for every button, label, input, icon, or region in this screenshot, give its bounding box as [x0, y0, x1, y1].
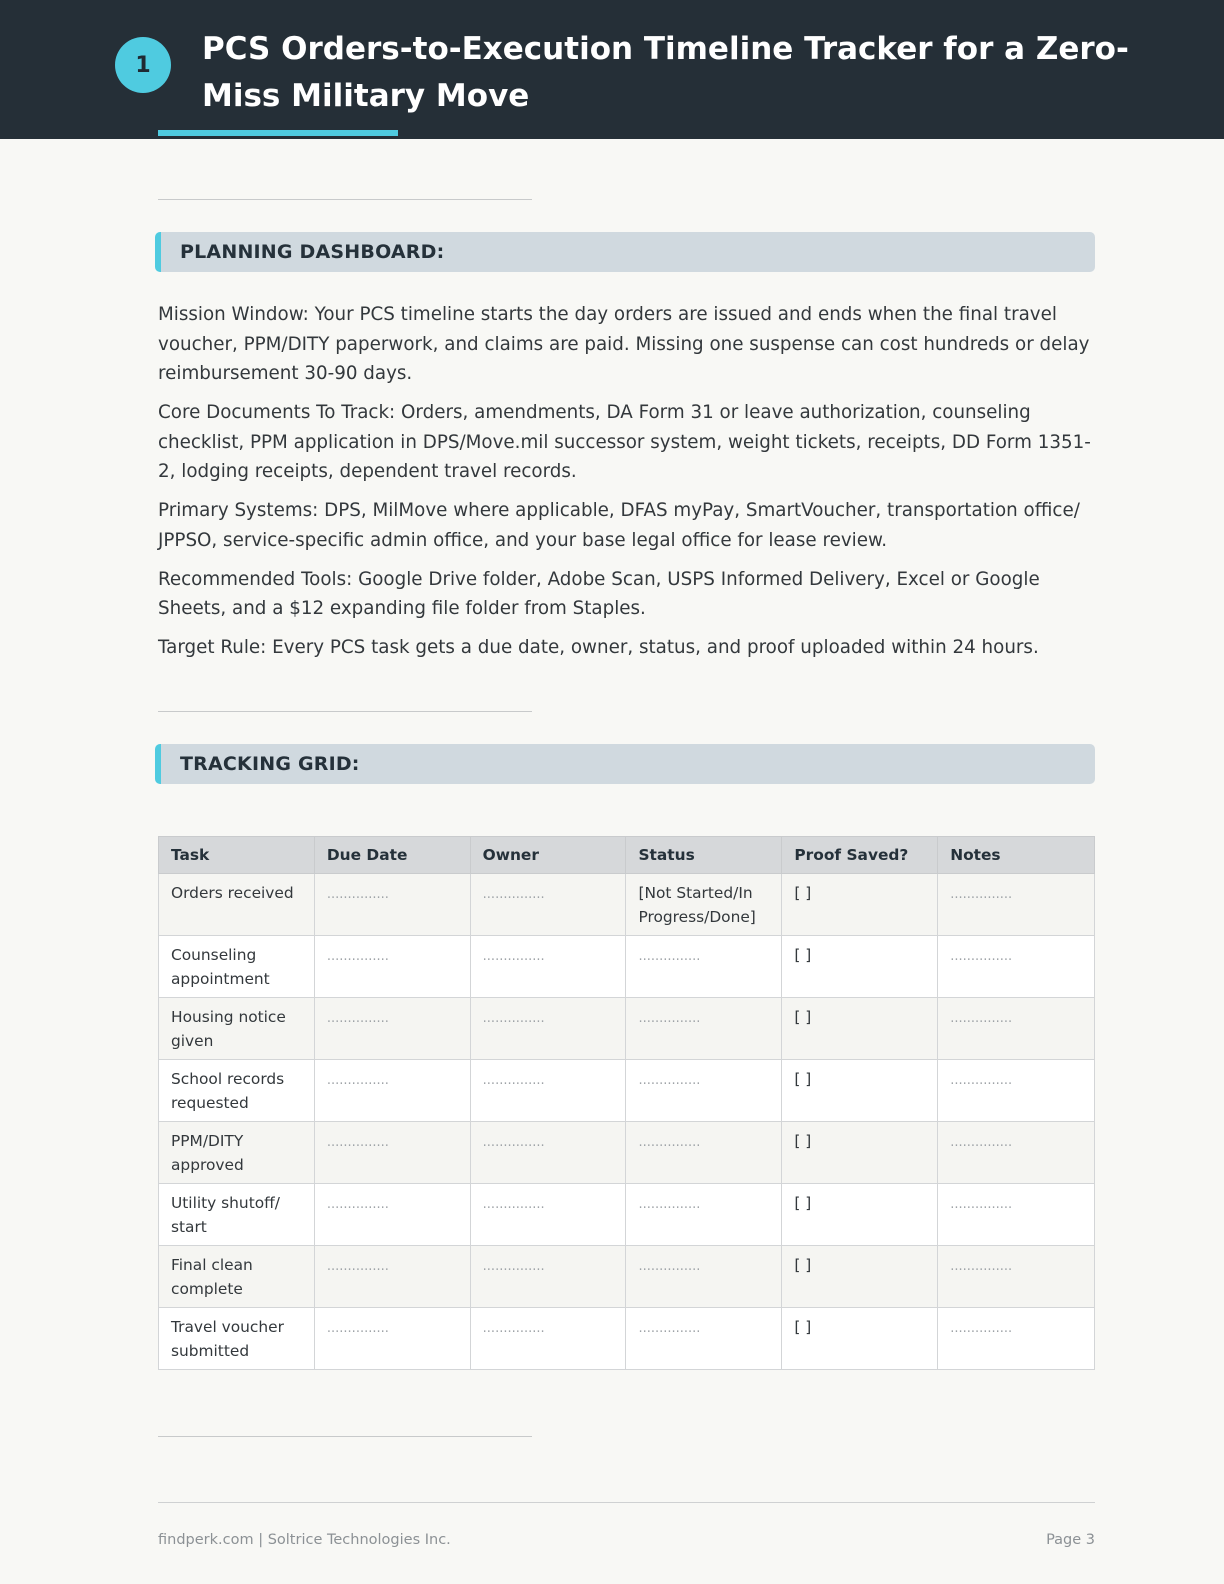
table-row	[159, 1060, 1095, 1122]
dashboard-body	[158, 300, 1098, 672]
page-title: PCS Orders-to-Execution Timeline Tracker for a Zero-Miss Military Move	[202, 31, 1129, 114]
status-cell[interactable]	[626, 936, 782, 998]
dashboard-paragraph: Mission Window: Your PCS timeline starts the day orders are issued and ends when the final travel voucher, PPM/DITY paperwork, and claims are paid. Missing one suspense can cost hundreds or delay reimbursement 30-90 days.	[158, 304, 1090, 384]
cell-text: [Not Started/In Progress/Done]	[638, 884, 756, 926]
notes-cell[interactable]	[938, 1246, 1095, 1308]
owner-cell[interactable]	[470, 998, 626, 1060]
blank-field: ...............	[638, 1011, 701, 1026]
cell-text: Utility shutoff/ start	[171, 1194, 280, 1236]
notes-cell[interactable]	[938, 874, 1095, 936]
task-cell	[159, 1246, 315, 1308]
due-date-cell[interactable]	[314, 998, 470, 1060]
cell-text: Housing notice given	[171, 1008, 286, 1050]
due-date-cell[interactable]	[314, 1308, 470, 1370]
blank-field: ...............	[482, 887, 545, 902]
due-date-cell[interactable]	[314, 1246, 470, 1308]
blank-field: ...............	[950, 1011, 1013, 1026]
page-number: Page 3	[1046, 1532, 1095, 1548]
cell-text: [ ]	[794, 1256, 812, 1274]
column-header: Status	[626, 837, 782, 874]
section-number-badge: 1	[115, 37, 171, 93]
owner-cell[interactable]	[470, 1246, 626, 1308]
blank-field: ...............	[638, 949, 701, 964]
due-date-cell[interactable]	[314, 936, 470, 998]
cell-text: [ ]	[794, 1070, 812, 1088]
notes-cell[interactable]	[938, 1122, 1095, 1184]
blank-field: ...............	[950, 1073, 1013, 1088]
divider	[158, 711, 532, 712]
due-date-cell[interactable]	[314, 1184, 470, 1246]
owner-cell[interactable]	[470, 936, 626, 998]
table-row	[159, 1308, 1095, 1370]
blank-field: ...............	[950, 1259, 1013, 1274]
blank-field: ...............	[638, 1321, 701, 1336]
task-cell	[159, 1060, 315, 1122]
dashboard-paragraph: Target Rule: Every PCS task gets a due date, owner, status, and proof uploaded within 24 hours.	[158, 637, 1039, 658]
status-cell[interactable]	[626, 1246, 782, 1308]
blank-field: ...............	[482, 1321, 545, 1336]
blank-field: ...............	[482, 1197, 545, 1212]
blank-field: ...............	[326, 1321, 389, 1336]
table-header-row	[159, 837, 1095, 874]
cell-text: Orders received	[171, 884, 294, 902]
notes-cell[interactable]	[938, 1308, 1095, 1370]
owner-cell[interactable]	[470, 1122, 626, 1184]
blank-field: ...............	[950, 1135, 1013, 1150]
due-date-cell[interactable]	[314, 1122, 470, 1184]
task-cell	[159, 1308, 315, 1370]
table-row	[159, 1246, 1095, 1308]
cell-text: [ ]	[794, 946, 812, 964]
notes-cell[interactable]	[938, 936, 1095, 998]
owner-cell[interactable]	[470, 1184, 626, 1246]
blank-field: ...............	[638, 1073, 701, 1088]
status-cell[interactable]	[626, 998, 782, 1060]
proof-saved-cell[interactable]	[782, 1060, 938, 1122]
blank-field: ...............	[638, 1197, 701, 1212]
blank-field: ...............	[326, 1259, 389, 1274]
blank-field: ...............	[638, 1135, 701, 1150]
table-row	[159, 1122, 1095, 1184]
page-header	[0, 0, 1224, 139]
status-cell[interactable]	[626, 1122, 782, 1184]
due-date-cell[interactable]	[314, 1060, 470, 1122]
cell-text: PPM/DITY approved	[171, 1132, 244, 1174]
status-cell[interactable]	[626, 1308, 782, 1370]
cell-text: [ ]	[794, 884, 812, 902]
cell-text: Travel voucher submitted	[171, 1318, 284, 1360]
cell-text: [ ]	[794, 1194, 812, 1212]
blank-field: ...............	[950, 887, 1013, 902]
task-cell	[159, 874, 315, 936]
due-date-cell[interactable]	[314, 874, 470, 936]
proof-saved-cell[interactable]	[782, 1308, 938, 1370]
divider	[158, 199, 532, 200]
blank-field: ...............	[326, 1197, 389, 1212]
cell-text: School records requested	[171, 1070, 285, 1112]
title-accent-bar	[158, 130, 398, 136]
proof-saved-cell[interactable]	[782, 936, 938, 998]
column-header: Proof Saved?	[782, 837, 938, 874]
cell-text: [ ]	[794, 1318, 812, 1336]
cell-text: [ ]	[794, 1132, 812, 1150]
task-cell	[159, 1184, 315, 1246]
blank-field: ...............	[326, 949, 389, 964]
blank-field: ...............	[326, 887, 389, 902]
blank-field: ...............	[950, 1197, 1013, 1212]
proof-saved-cell[interactable]	[782, 874, 938, 936]
blank-field: ...............	[326, 1011, 389, 1026]
cell-text: Final clean complete	[171, 1256, 253, 1298]
tracking-heading: TRACKING GRID:	[155, 744, 1095, 784]
dashboard-paragraph: Core Documents To Track: Orders, amendments, DA Form 31 or leave authorization, counseling checklist, PPM application in DPS/Move.mil successor system, weight tickets, receipts, DD Form 1351-2, lodging receipts, dependent travel records.	[158, 402, 1091, 482]
blank-field: ...............	[326, 1073, 389, 1088]
dashboard-paragraph: Recommended Tools: Google Drive folder, Adobe Scan, USPS Informed Delivery, Excel or Google Sheets, and a $12 expanding file folder from Staples.	[158, 568, 1040, 619]
task-cell	[159, 998, 315, 1060]
table-row	[159, 874, 1095, 936]
table-row	[159, 998, 1095, 1060]
proof-saved-cell[interactable]	[782, 1246, 938, 1308]
proof-saved-cell[interactable]	[782, 1122, 938, 1184]
footer-divider	[158, 1502, 1095, 1503]
owner-cell[interactable]	[470, 874, 626, 936]
task-cell	[159, 936, 315, 998]
blank-field: ...............	[482, 1011, 545, 1026]
dashboard-paragraph: Primary Systems: DPS, MilMove where applicable, DFAS myPay, SmartVoucher, transportation office/ JPPSO, service-specific admin office, and your base legal office for lease review.	[158, 500, 1080, 551]
notes-cell[interactable]	[938, 1060, 1095, 1122]
blank-field: ...............	[482, 1073, 545, 1088]
table-row	[159, 936, 1095, 998]
task-cell	[159, 1122, 315, 1184]
proof-saved-cell[interactable]	[782, 998, 938, 1060]
cell-text: Counseling appointment	[171, 946, 270, 988]
column-header: Task	[159, 837, 315, 874]
blank-field: ...............	[326, 1135, 389, 1150]
status-cell[interactable]	[626, 1060, 782, 1122]
column-header: Due Date	[314, 837, 470, 874]
column-header: Notes	[938, 837, 1095, 874]
blank-field: ...............	[950, 1321, 1013, 1336]
status-cell[interactable]	[626, 874, 782, 936]
blank-field: ...............	[638, 1259, 701, 1274]
tracking-grid	[158, 836, 1095, 1370]
status-cell[interactable]	[626, 1184, 782, 1246]
column-header: Owner	[470, 837, 626, 874]
dashboard-heading: PLANNING DASHBOARD:	[155, 232, 1095, 272]
table-row	[159, 1184, 1095, 1246]
proof-saved-cell[interactable]	[782, 1184, 938, 1246]
blank-field: ...............	[482, 949, 545, 964]
blank-field: ...............	[482, 1135, 545, 1150]
blank-field: ...............	[482, 1259, 545, 1274]
notes-cell[interactable]	[938, 998, 1095, 1060]
footer-source: findperk.com | Soltrice Technologies Inc.	[158, 1532, 451, 1548]
divider	[158, 1436, 532, 1437]
cell-text: [ ]	[794, 1008, 812, 1026]
notes-cell[interactable]	[938, 1184, 1095, 1246]
blank-field: ...............	[950, 949, 1013, 964]
owner-cell[interactable]	[470, 1060, 626, 1122]
owner-cell[interactable]	[470, 1308, 626, 1370]
